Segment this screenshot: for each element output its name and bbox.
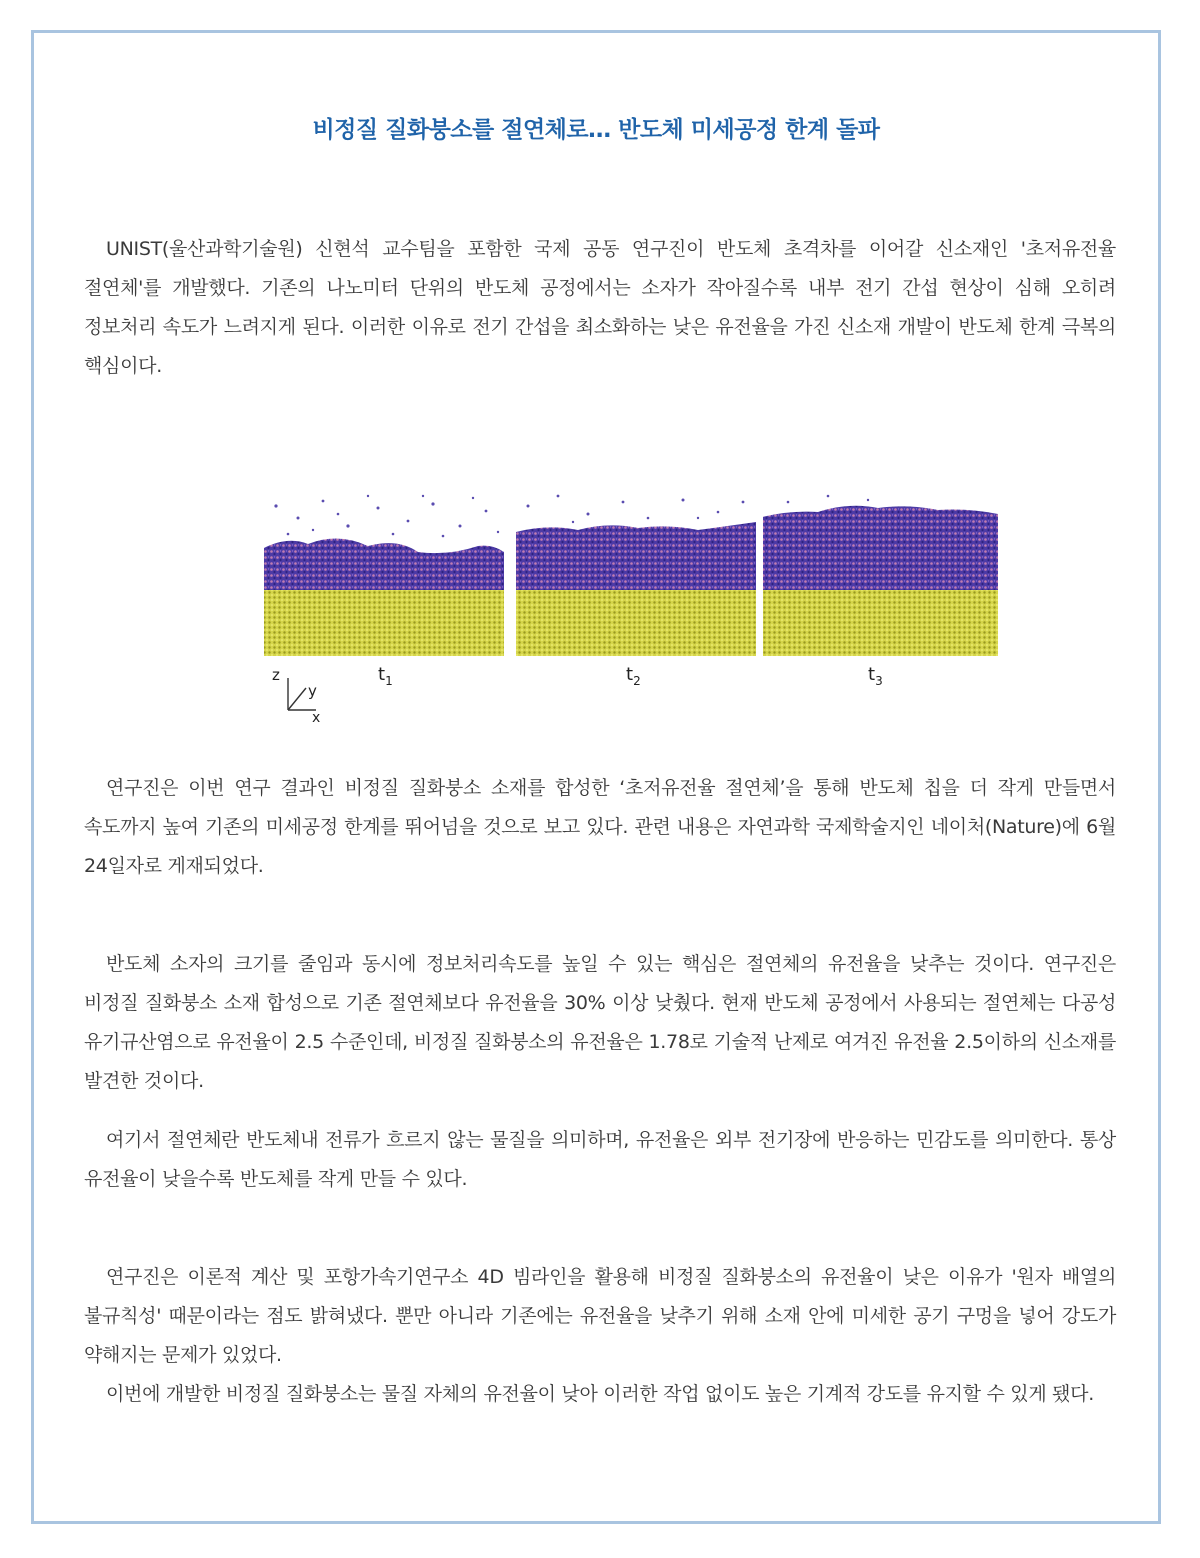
scattered-atoms (787, 495, 870, 504)
paragraph-1: UNIST(울산과학기술원) 신현석 교수팀을 포함한 국제 공동 연구진이 반도체 초격차를 이어갈 신소재인 '초저유전율 절연체'를 개발했다. 기존의 나노미터 단위의 반도체 공정에서는 소자가 작아질수록 내부 전기 간섭 현상이 심해 오히려 정보처리 속도가 느려지게 된다. 이러한 이유로 전기 간섭을 최소화하는 낮은 유전율을 가진 신소재 개발이 반도체 한계 극복의 핵심이다. (84, 238, 1116, 377)
panel-label-t3: $t_3$ (868, 664, 883, 688)
paragraph-5: 연구진은 이론적 계산 및 포항가속기연구소 4D 빔라인을 활용해 비정질 질화붕소의 유전율이 낮은 이유가 '원자 배열의 불규칙성' 때문이라는 점도 밝혀냈다. 뿐만 아니라 기존에는 유전율을 낮추기 위해 소재 안에 미세한 공기 구멍을 넣어 강도가 약해지는 문제가 있었다. (84, 1266, 1116, 1366)
axis-label-y: y (308, 682, 317, 700)
article-frame (31, 30, 1161, 1524)
paragraph-3: 반도체 소자의 크기를 줄임과 동시에 정보처리속도를 높일 수 있는 핵심은 절연체의 유전율을 낮추는 것이다. 연구진은 비정질 질화붕소 소재 합성으로 기존 절연체보다 유전율을 30% 이상 낮췄다. 현재 반도체 공정에서 사용되는 절연체는 다공성 유기규산염으로 유전율이 2.5 수준인데, 비정질 질화붕소의 유전율은 1.78로 기술적 난제로 여겨진 유전율 2.5이하의 신소재를 발견한 것이다. (84, 953, 1117, 1092)
article-title: 비정질 질화붕소를 절연체로… 반도체 미세공정 한계 돌파 (312, 117, 880, 143)
panel-t2 (516, 495, 756, 656)
paragraph-6: 이번에 개발한 비정질 질화붕소는 물질 자체의 유전율이 낮아 이러한 작업 없이도 높은 기계적 강도를 유지할 수 있게 됐다. (106, 1383, 1094, 1405)
axis-label-x: x (312, 710, 321, 726)
simulation-figure-svg (228, 466, 968, 726)
panel-divider (757, 496, 763, 658)
panel-label-t2: $t_2$ (626, 664, 641, 688)
scattered-atoms (274, 495, 499, 538)
scattered-atoms (527, 495, 745, 524)
substrate-layer (758, 590, 998, 656)
substrate-layer (516, 590, 756, 656)
substrate-layer (264, 590, 504, 656)
film-layer (758, 506, 998, 590)
simulation-figure (228, 466, 968, 726)
axis-label-z: z (272, 666, 280, 684)
film-layer (264, 538, 504, 590)
panel-label-t1: $t_1$ (378, 664, 393, 688)
paragraph-2: 연구진은 이번 연구 결과인 비정질 질화붕소 소재를 합성한 ‘초저유전율 절연체’을 통해 반도체 칩을 더 작게 만들면서 속도까지 높여 기존의 미세공정 한계를 뛰어넘을 것으로 보고 있다. 관련 내용은 자연과학 국제학술지인 네이처(Nature)에 6월 24일자로 게재되었다. (84, 777, 1116, 877)
panel-divider (505, 496, 515, 658)
panel-t1 (264, 495, 504, 656)
film-layer (516, 522, 756, 590)
panel-t3 (758, 495, 998, 656)
paragraph-4: 여기서 절연체란 반도체내 전류가 흐르지 않는 물질을 의미하며, 유전율은 외부 전기장에 반응하는 민감도를 의미한다. 통상 유전율이 낮을수록 반도체를 작게 만들 수 있다. (84, 1129, 1116, 1190)
